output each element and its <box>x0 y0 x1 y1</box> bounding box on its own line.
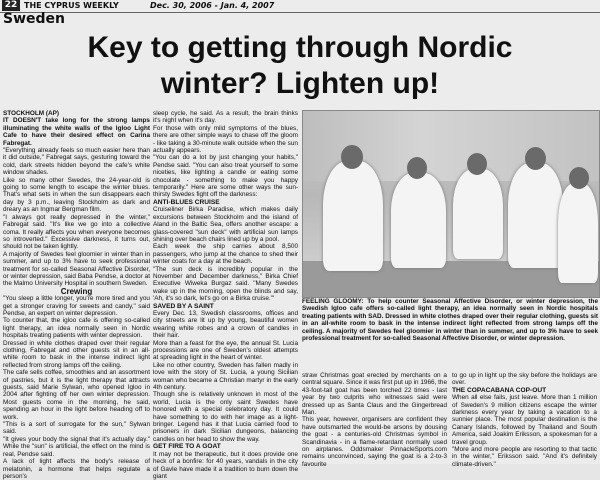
paragraph: It may not be therapeutic, but it does provide one heck of a bonfire: for 40 years, vandals in the city of Gavle have made it a tradition to burn down the giant <box>153 450 298 480</box>
paragraph: For those with only mild symptoms of the blues, there are other simple ways to chase off the gloom - like taking a 30-minute walk outside when the sun actually appears. <box>153 124 298 155</box>
paragraph: Cruiseliner Birka Paradise, which makes daily excursions between Stockholm and the island of Aland in the Baltic Sea, offers another escape: a glass-covered "sun deck" with artificial sun lamps shining over beach chairs lined up by a pool. <box>153 206 298 243</box>
paragraph: This year, however, organisers are confident they have outsmarted the would-be arsons by dousing the goat - a centuries-old Christmas symbol in Scandinavia - in a flame-retardant normally used on airplanes. Oddsmaker PinnacleSports.com remains unconvinced, saying the goat is a 2-to-3 favourite <box>302 416 447 468</box>
paragraph: A majority of Swedes feel gloomier in winter than in summer, and up to 3% have to seek professional treatment for so-called Seasonal Affective Disorder, or winter depression, said Baba Pendse, a doctor at the Malmo University Hospital in southern Sweden. <box>3 250 150 288</box>
article-photo <box>302 110 600 298</box>
page-number: 22 <box>2 0 20 11</box>
paragraph: More than a feast for the eye, the annual St. Lucia processions are one of Sweden's oldest attempts at spreading light in the heart of winter. <box>153 339 298 362</box>
paragraph: Though she is relatively unknown in most of the world, Lucia is the only saint Swedes have honored with a special celebratory day. It could have something to do with her image as a light-bringer. Legend has it that Lucia carried food to prisoners in dark Sicilian dungeons, balancing candles on her head to show the way. <box>153 391 298 443</box>
subheading: SAVED BY A SAINT <box>153 302 214 310</box>
photo-person <box>323 161 383 271</box>
issue-dates: Dec. 30, 2006 - Jan. 4, 2007 <box>150 1 275 10</box>
article-column-2 <box>153 110 298 480</box>
article-column-1 <box>3 110 150 480</box>
photo-person-head <box>341 145 363 169</box>
paragraph: When all else fails, just leave. More than 1 million of Sweden's 9 million citizens escape the winter darkness every year by taking a vacation to a sunnier place. The most popular destination is the Canary Islands, followed by Thailand and South America, said Joakim Eriksson, a spokesman for a travel group. <box>452 394 597 446</box>
photo-person <box>391 173 446 268</box>
paragraph: To counter that, the igloo cafe is offering so-called light therapy, an idea normally seen in Nordic hospitals treating patients with winter depression. <box>3 317 150 340</box>
paragraph: "The sun deck is incredibly popular in the November and December darkness," Birka Chief Executive Wiweka Burgaz said. "Many Swedes wake up in the morning, open the blinds and say, 'Ah, it's so dark, let's go on a Birka cruise.'" <box>153 265 298 303</box>
paragraph: "You can do a lot by just changing your habits," Pendse said. "You can also treat yourself to some niceties, like lighting a candle or eating some chocolate - something to make you happy temporarily." Here are some other ways the sun-thirsty Swedes fight off the darkness: <box>153 154 298 199</box>
photo-person <box>558 183 598 283</box>
paragraph: straw Christmas goat erected by merchants on a central square. Since it was first put up in 1966, the 43-foot-tall goat has been torched 22 times - last year by two culprits who witnesses said were dressed up as Santa Claus and the Gingerbread Man. <box>302 372 447 417</box>
paragraph: Every Dec. 13, Swedish classrooms, offices and city streets are lit up by young, beautiful women wearing white robes and a crown of candles in their hair. <box>153 309 298 340</box>
photo-person-head <box>467 153 487 175</box>
photo-person <box>508 163 563 268</box>
paragraph: Like no other country, Sweden has fallen madly in love with the story of St. Lucia, a young Sicilian woman who became a Christian martyr in the early 4th century. <box>153 361 298 392</box>
headline-line-1: Key to getting through Nordic <box>87 31 513 64</box>
publication-name: THE CYPRUS WEEKLY <box>24 1 119 10</box>
paragraph: sleep cycle, he said. As a result, the brain thinks it's night when it's day. <box>153 110 298 125</box>
paragraph: "Everything already feels so much easier here than it did outside," Fabregat says, gesturing toward the cold, dark streets hidden beyond the cafe's white window shades. <box>3 147 150 177</box>
dateline: STOCKHOLM (AP) <box>3 110 59 117</box>
paragraph: Dressed in white clothes draped over their regular clothing, Fabregat and other guests sit in an all-white room to bask in the intense indirect light reflected from strong lamps off the ceiling. <box>3 339 150 369</box>
photo-person-head <box>407 157 427 179</box>
lead-paragraph: IT DOESN'T take long for the strong lamps illuminating the white walls of the Igloo Light Cafe to have their desired effect on Carina Fabregat. <box>3 117 150 147</box>
subheading: ANTI-BLUES CRUISE <box>153 198 220 206</box>
headline-line-2: winter? Lighten up! <box>160 67 440 100</box>
subheading: GET FIRE TO A GOAT <box>153 443 221 451</box>
photo-caption: FEELING GLOOMY: To help counter Seasonal Affective Disorder, or winter depression, the Swedish Igloo cafe offers so-called light therapy, an idea normally seen in Nordic hospitals treating patients with SAD. Dressed in white clothes draped over their regular clothing, guests sit in an all-white room to bask in the intense indirect light reflected from strong lamps off the ceiling. A majority of Swedes feel gloomier in winter than in summer, and up to 3% have to seek professional treatment for so-called Seasonal Affective Disorder, or winter depression. <box>302 298 598 343</box>
photo-person <box>453 169 503 259</box>
paragraph: "More and more people are resorting to that tactic in the winter," Eriksson said. "And it's definitely climate-driven." <box>452 446 597 468</box>
page-header <box>0 0 600 13</box>
photo-person-head <box>525 147 546 170</box>
section-title: Sweden <box>3 11 65 27</box>
article-column-3 <box>302 372 447 468</box>
paragraph: A lack of light affects the body's release of melatonin, a hormone that helps regulate a person's <box>3 458 150 480</box>
article-column-4 <box>452 372 597 468</box>
paragraph: "I always got really depressed in the winter," Fabregat said. "It's like we go into a collective coma. It really affects you when everyone becomes so introverted." Excessive darkness, it turns out, should not be taken lightly. <box>3 213 150 251</box>
headline <box>0 30 600 102</box>
subheading: THE COPACABANA COP-OUT <box>452 386 547 394</box>
paragraph: Each week the ship carries about 8,500 passengers, who jump at the chance to shed their winter coats for a day at the beach. <box>153 243 298 266</box>
paragraph: The cafe sells coffee, smoothies and an assortment of pastries, but it is the light therapy that attracts guests, said Marie Sylwan, who opened Igloo in 2004 after fighting off her own winter depression. Most guests come in the morning, he said, spending an hour in the light before heading off to work. <box>3 369 150 421</box>
paragraph: "This is a sort of surrogate for the sun," Sylwan said. <box>3 421 150 436</box>
paragraph: "You sleep a little longer, you're more tired and you get a stronger craving for sweets and candy," said Pendse, an expert on winter depression. <box>3 295 150 317</box>
photo-person-head <box>569 167 589 189</box>
paragraph: "It gives your body the signal that it's actually day." While the "sun" is artificial, the effect on the mind is real, Pendse said. <box>3 435 150 458</box>
paragraph: to go up in light up the sky before the holidays are over. <box>452 372 597 387</box>
paragraph: Like so many other Swedes, the 24-year-old is going to some length to escape the winter blues. That's what sets in when the sun disappears each day by 3 p.m., leaving Stockholm as dark and dreary as an Ingmar Bergman film. <box>3 176 150 214</box>
subheading: Crewing <box>60 286 93 296</box>
